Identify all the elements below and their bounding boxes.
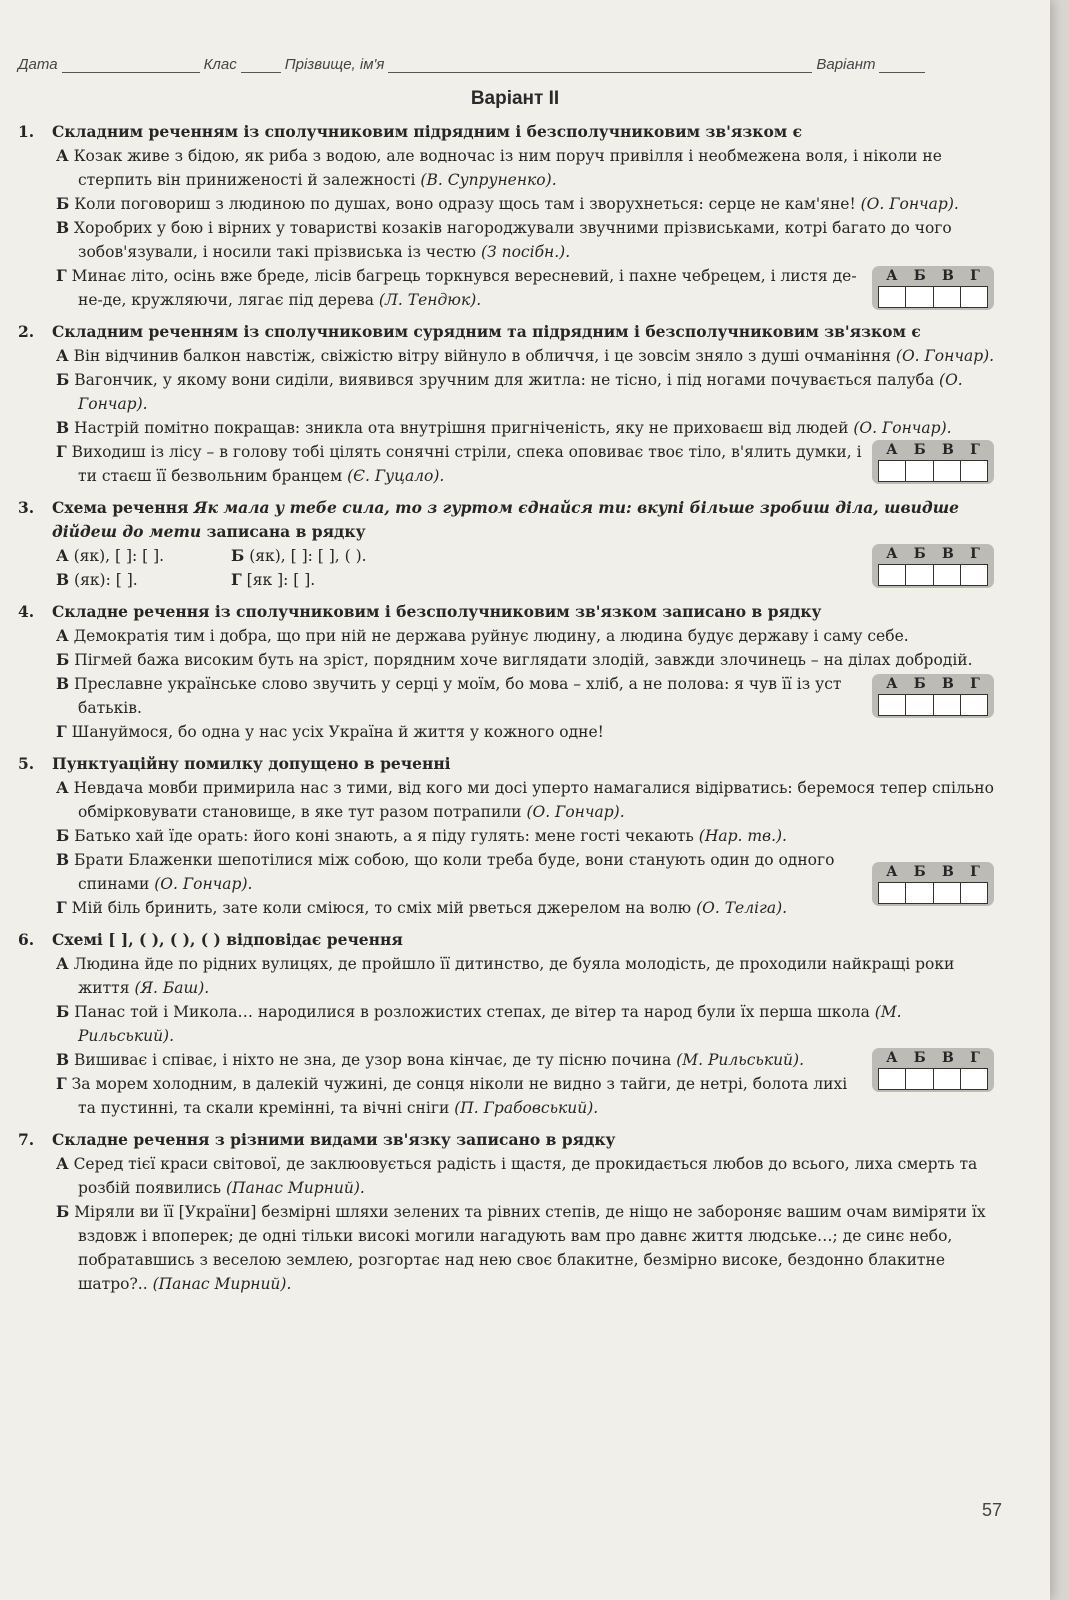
- option-d: Г За морем холодним, в далекій чужині, де сонця ніколи не видно з тайги, де нетрі, болота лихі та пустинні, та скали кремінні, та вічні сніги (П. Грабовський).: [56, 1074, 848, 1117]
- question-4-text: 4. Складне речення із сполучниковим і безсполучниковим зв'язком записано в рядку: [18, 602, 822, 621]
- answer-box-4: А Б В Г: [872, 674, 994, 718]
- answer-cell-b[interactable]: [906, 1069, 933, 1089]
- question-4: [18, 600, 998, 744]
- option-b: Б Міряли ви її [України] безмірні шляхи зелених та рівних степів, де ніщо не забороняє вашим очам виміряти їх вздовж і впоперек; де одні тільки високі могили нагадують вам про давнє життя людське…; де синє небо, побратавшись з веселою землею, розгортає над нею своє блакитне, безмірно високе, бездонно блакитне шатро?.. (Панас Мирний).: [56, 1202, 986, 1293]
- answer-cell-d[interactable]: [961, 461, 987, 481]
- answer-box-1: А Б В Г: [872, 266, 994, 310]
- option-b: Б Пігмей бажа високим буть на зріст, порядним хоче виглядати злодій, завжди злочинець – на ділах добродій.: [56, 650, 973, 669]
- date-label: Дата: [18, 56, 58, 73]
- answer-box-6: А Б В Г: [872, 1048, 994, 1092]
- name-field[interactable]: [388, 58, 812, 73]
- answer-cell-c[interactable]: [934, 565, 961, 585]
- answer-cell-c[interactable]: [934, 1069, 961, 1089]
- option-a: А Демократія тим і добра, що при ній не держава руйнує людину, а людина будує державу і саму себе.: [56, 626, 909, 645]
- answer-box-5: А Б В Г: [872, 862, 994, 906]
- answer-cell-b[interactable]: [906, 461, 933, 481]
- answer-cell-c[interactable]: [934, 883, 961, 903]
- page-number: 57: [982, 1500, 1003, 1520]
- page-title: Варіант ІІ: [470, 88, 560, 109]
- answer-cell-a[interactable]: [879, 287, 906, 307]
- answer-cell-d[interactable]: [961, 1069, 987, 1089]
- question-2: [18, 320, 998, 488]
- option-a: А Козак живе з бідою, як риба з водою, але водночас із ним поруч привілля і необмежена воля, і ніколи не стерпить він приниженості й залежності (В. Супруненко).: [56, 146, 942, 189]
- option-d: Г [як ]: [ ].: [231, 570, 316, 589]
- question-7: [18, 1128, 998, 1296]
- answer-cell-c[interactable]: [934, 461, 961, 481]
- question-6-text: 6. Схемі [ ], ( ), ( ), ( ) відповідає речення: [18, 930, 403, 949]
- option-b: Б Вагончик, у якому вони сиділи, виявився зручним для житла: не тісно, і під ногами почувається палуба (О. Гончар).: [56, 370, 963, 413]
- answer-box-2: А Б В Г: [872, 440, 994, 484]
- option-c: В Вишиває і співає, і ніхто не зна, де узор вона кінчає, де ту пісню почина (М. Рильський).: [56, 1050, 805, 1069]
- answer-cell-a[interactable]: [879, 695, 906, 715]
- option-d: Г Мій біль бринить, зате коли сміюся, то сміх мій рветься джерелом на волю (О. Теліга).: [56, 898, 788, 917]
- option-b: Б (як), [ ]: [ ], ( ).: [231, 546, 367, 565]
- answer-cell-d[interactable]: [961, 287, 987, 307]
- option-b: Б Панас той і Микола… народилися в розложистих степах, де вітер та народ були їх перша школа (М. Рильський).: [56, 1002, 902, 1045]
- answer-cell-c[interactable]: [934, 287, 961, 307]
- schema-options-row-2: [18, 568, 998, 592]
- option-d: Г Шануймося, бо одна у нас усіх Україна й життя у кожного одне!: [56, 722, 604, 741]
- question-3-text: 3. Схема речення Як мала у тебе сила, то з гуртом єднайся ти: вкупі більше зробиш діла, швидше дійдеш до мети записана в рядку: [18, 498, 959, 541]
- option-b: Б Коли поговориш з людиною по душах, воно одразу щось там і зворухнеться: серце не кам'яне! (О. Гончар).: [56, 194, 959, 213]
- option-c: В Преславне українське слово звучить у серці у моїм, бо мова – хліб, а не полова: я чув її із уст батьків.: [56, 674, 842, 717]
- answer-cell-a[interactable]: [879, 461, 906, 481]
- answer-cell-a[interactable]: [879, 565, 906, 585]
- name-label: Прізвище, ім'я: [284, 56, 385, 73]
- answer-cell-a[interactable]: [879, 1069, 906, 1089]
- answer-cell-d[interactable]: [961, 565, 987, 585]
- question-3: [18, 496, 998, 592]
- option-a: А Серед тієї краси світової, де заклюовується радість і щастя, де прокидається любов до всього, лиха смерть та розбій появились (Панас Мирний).: [56, 1154, 978, 1197]
- answer-cell-c[interactable]: [934, 695, 961, 715]
- answer-cell-b[interactable]: [906, 287, 933, 307]
- option-c: В Настрій помітно покращав: зникла ота внутрішня пригніченість, яку не приховаєш від людей (О. Гончар).: [56, 418, 952, 437]
- question-1-text: 1. Складним реченням із сполучниковим підрядним і безсполучниковим зв'язком є: [18, 122, 803, 141]
- answer-cell-b[interactable]: [906, 695, 933, 715]
- question-5: [18, 752, 998, 920]
- class-field[interactable]: [241, 58, 281, 73]
- variant-label: Варіант: [816, 56, 876, 73]
- questions-list: [18, 120, 998, 1296]
- header-fields: [18, 56, 998, 73]
- answer-cell-d[interactable]: [961, 695, 987, 715]
- class-label: Клас: [203, 56, 237, 73]
- answer-cell-b[interactable]: [906, 883, 933, 903]
- answer-box-3: А Б В Г: [872, 544, 994, 588]
- option-c: В (як): [ ].: [56, 570, 138, 589]
- question-2-text: 2. Складним реченням із сполучниковим сурядним та підрядним і безсполучниковим зв'язком є: [18, 322, 921, 341]
- answer-cell-b[interactable]: [906, 565, 933, 585]
- option-a: А Людина йде по рідних вулицях, де пройшло її дитинство, де буяла молодість, де проходили найкращі роки життя (Я. Баш).: [56, 954, 955, 997]
- question-1: [18, 120, 998, 312]
- question-6: [18, 928, 998, 1120]
- answer-cell-a[interactable]: [879, 883, 906, 903]
- option-a: А Невдача мовби примирила нас з тими, від кого ми досі уперто намагалися відірватись: беремося тепер спільно обмірковувати становище, в яке тут разом потрапили (О. Гончар).: [56, 778, 994, 821]
- question-7-text: 7. Складне речення з різними видами зв'язку записано в рядку: [18, 1130, 616, 1149]
- option-a: А (як), [ ]: [ ].: [56, 546, 165, 565]
- question-5-text: 5. Пунктуаційну помилку допущено в реченні: [18, 754, 451, 773]
- option-d: Г Минає літо, осінь вже бреде, лісів багрець торкнувся вересневий, і пахне чебрецем, і листя де-не-де, кружляючи, лягає під дерева (Л. Тендюк).: [56, 266, 857, 309]
- answer-cell-d[interactable]: [961, 883, 987, 903]
- schema-options-row-1: [18, 544, 998, 568]
- option-c: В Хоробрих у бою і вірних у товаристві козаків нагороджували звучними прізвиськами, котрі багато до чого зобов'язували, і носили такі прізвиська із честю (З посібн.).: [56, 218, 952, 261]
- date-field[interactable]: [62, 58, 200, 73]
- option-d: Г Виходиш із лісу – в голову тобі цілять сонячні стріли, спека оповиває твоє тіло, в'ялить думки, і ти стаєш її безвольним бранцем (Є. Гуцало).: [56, 442, 862, 485]
- option-c: В Брати Блаженки шепотілися між собою, що коли треба буде, вони станують один до одного спинами (О. Гончар).: [56, 850, 835, 893]
- variant-field[interactable]: [879, 58, 925, 73]
- option-b: Б Батько хай їде орать: його коні знають, а я піду гулять: мене гості чекають (Нар. тв.).: [56, 826, 787, 845]
- option-a: А Він відчинив балкон навстіж, свіжістю вітру війнуло в обличчя, і це зовсім зняло з душі очманіння (О. Гончар).: [56, 346, 995, 365]
